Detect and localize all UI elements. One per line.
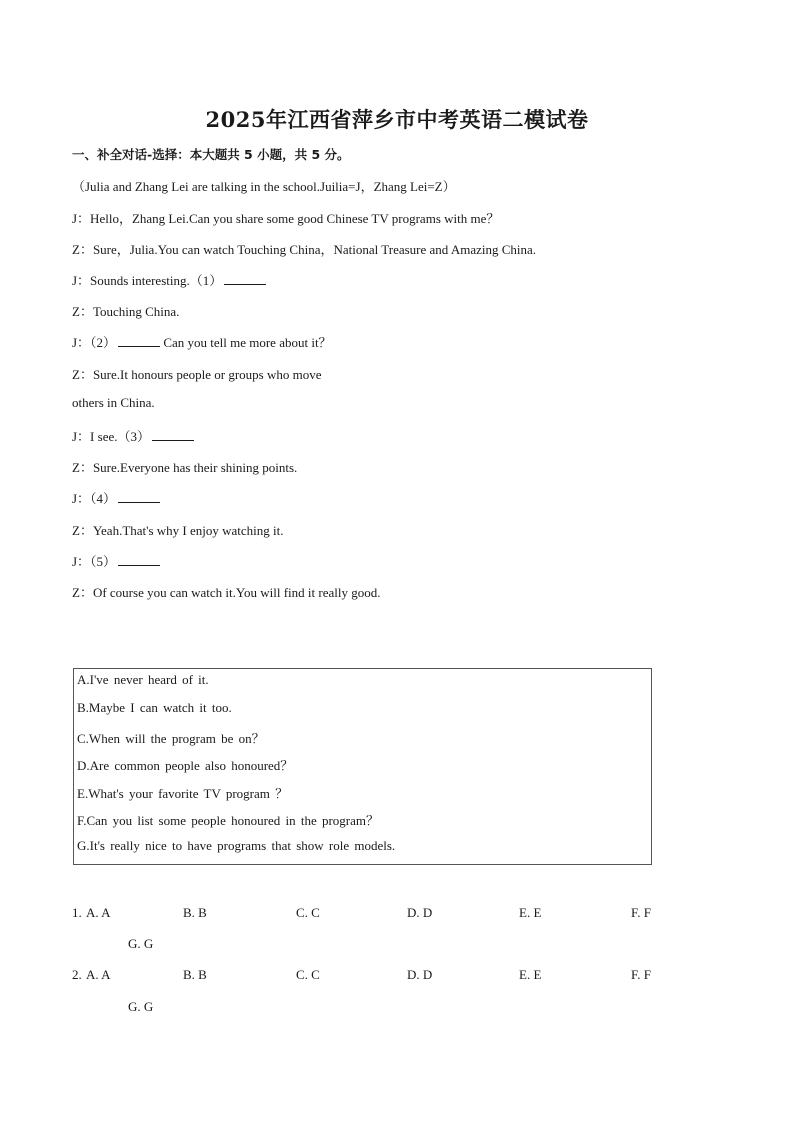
- choice-b[interactable]: B. B: [183, 967, 207, 982]
- dialogue-line: Z：Sure，Julia.You can watch Touching China，National Treasure and Amazing China.: [72, 242, 537, 257]
- choice-a[interactable]: A. A: [86, 905, 111, 920]
- choice-e[interactable]: E. E: [519, 967, 542, 982]
- option-a: A.I've never heard of it.: [77, 672, 209, 687]
- choice-e[interactable]: E. E: [519, 905, 542, 920]
- choice-c[interactable]: C. C: [296, 967, 320, 982]
- choice-f[interactable]: F. F: [631, 967, 651, 982]
- choice-d[interactable]: D. D: [407, 905, 433, 920]
- dialogue-line: （Julia and Zhang Lei are talking in the school.Juilia=J，Zhang Lei=Z）: [72, 179, 456, 194]
- option-d: D.Are common people also honoured？: [77, 758, 294, 773]
- answer-blank[interactable]: [118, 564, 160, 566]
- dialogue-line: J：（2） Can you tell me more about it？: [72, 335, 332, 350]
- choice-b[interactable]: B. B: [183, 905, 207, 920]
- question-number: 2.: [72, 967, 82, 982]
- options-box: [73, 668, 652, 865]
- answer-blank[interactable]: [152, 439, 194, 441]
- dialogue-line: Z：Sure.It honours people or groups who move: [72, 367, 322, 382]
- choice-g[interactable]: G. G: [128, 936, 154, 951]
- dialogue-line: Z：Sure.Everyone has their shining points.: [72, 460, 298, 475]
- option-b: B.Maybe I can watch it too.: [77, 700, 232, 715]
- dialogue-line: J：I see.（3）: [72, 426, 194, 445]
- dialogue-line: Z：Of course you can watch it.You will find it really good.: [72, 585, 381, 600]
- dialogue-line: Z：Yeah.That's why I enjoy watching it.: [72, 523, 284, 538]
- choice-d[interactable]: D. D: [407, 967, 433, 982]
- choice-c[interactable]: C. C: [296, 905, 320, 920]
- answer-blank[interactable]: [118, 501, 160, 503]
- dialogue-line: J：（5）: [72, 551, 160, 570]
- option-e: E.What's your favorite TV program ？: [77, 786, 289, 801]
- choice-a[interactable]: A. A: [86, 967, 111, 982]
- dialogue-line: J：（4）: [72, 488, 160, 507]
- choice-f[interactable]: F. F: [631, 905, 651, 920]
- question-number: 1.: [72, 905, 82, 920]
- option-f: F.Can you list some people honoured in the program？: [77, 813, 379, 828]
- dialogue-line: others in China.: [72, 395, 155, 410]
- dialogue-line: J：Sounds interesting.（1）: [72, 270, 266, 289]
- section-heading: 一、补全对话-选择：本大题共 5 小题，共 5 分。: [72, 147, 350, 162]
- dialogue-line: Z：Touching China.: [72, 304, 180, 319]
- option-c: C.When will the program be on？: [77, 731, 265, 746]
- answer-blank[interactable]: [118, 345, 160, 347]
- option-g: G.It's really nice to have programs that show role models.: [77, 838, 396, 853]
- choice-g[interactable]: G. G: [128, 999, 154, 1014]
- answer-blank[interactable]: [224, 283, 266, 285]
- page-title: 2025年江西省萍乡市中考英语二模试卷: [205, 107, 589, 132]
- dialogue-line: J：Hello，Zhang Lei.Can you share some good Chinese TV programs with me？: [72, 211, 500, 226]
